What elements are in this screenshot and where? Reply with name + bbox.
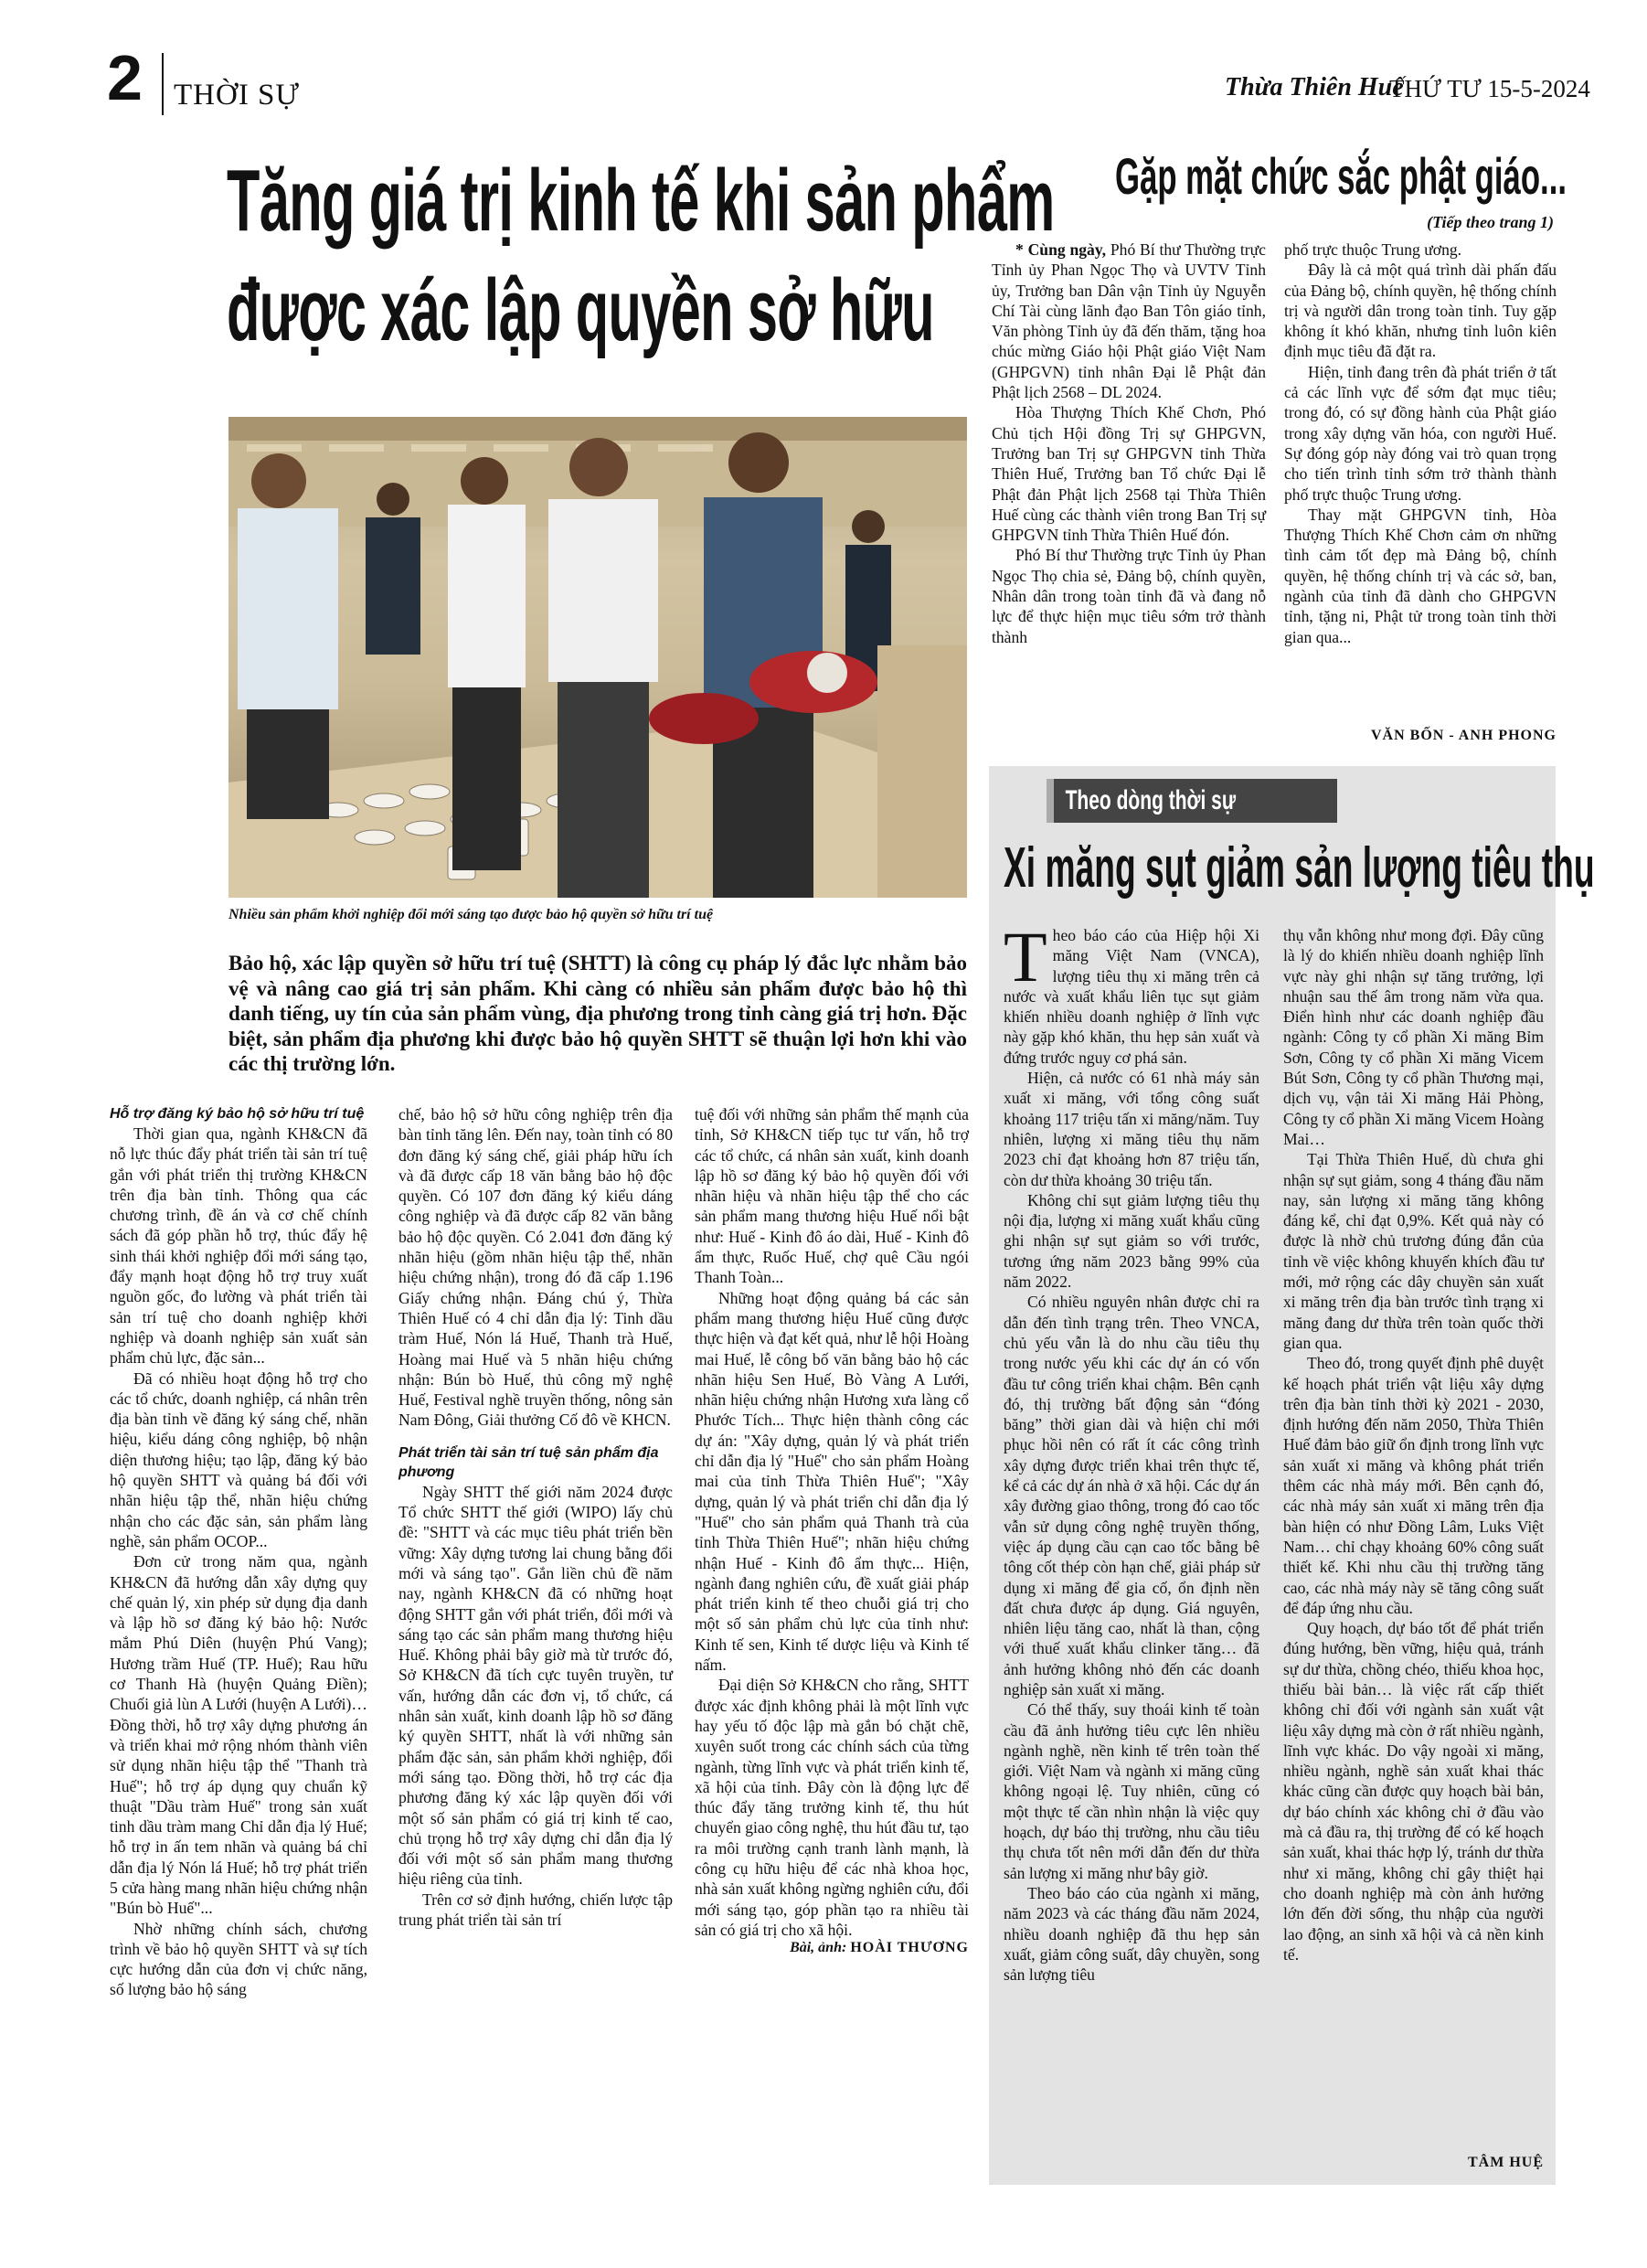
paragraph: Có nhiều nguyên nhân được chỉ ra dẫn đến tình trạng trên. Theo VNCA, chủ yếu vẫn là do nhu cầu tiêu thụ trong nước yếu khi các dự án có vốn đầu tư công triển khai chậm. Bên cạnh đó, thị trường bất động sản “đóng băng” thời gian dài và hiện chỉ mới phục hồi nên có rất ít các công trình xây dựng được triển khai trên thực tế, kể cả các dự án nhà ở xã hội. Các dự án xây đường giao thông, trong đó cao tốc vẫn sử dụng công nghệ truyền thống, việc áp dụng cầu cạn cao tốc bằng bê tông cốt thép còn hạn chế, giải pháp sử dụng xi măng để gia cố, ổn định nền đất chưa được áp dụng. Giá nguyên, nhiên liệu tăng cao, nhất là than, cộng với thuế xuất khẩu clinker tăng… đã ảnh hưởng không nhỏ đến các doanh nghiệp sản xuất xi măng.	[1004, 1293, 1259, 1698]
article-title-line-2: được xác lập quyền sở hữu	[227, 261, 934, 359]
article2-column-1	[992, 240, 1266, 647]
article1-column-1	[110, 1104, 367, 2000]
paragraph-lead-in: * Cùng ngày,	[1015, 240, 1107, 259]
header-divider	[162, 53, 164, 115]
photo-illustration	[228, 417, 967, 898]
article-title-line-1: Tăng giá trị kinh tế khi sản phẩm	[227, 152, 1055, 250]
paragraph: Hòa Thượng Thích Khế Chơn, Phó Chủ tịch Hội đồng Trị sự GHPGVN, Trưởng ban Trị sự GHPGVN tỉnh Thừa Thiên Huế, Trưởng ban Tổ chức Đại lễ Phật đản Phật lịch 2568 tại Thừa Thiên Huế cùng các thành viên trong Ban Trị sự GHPGVN tỉnh Thừa Thiên Huế đón.	[992, 403, 1266, 545]
article3-column-2	[1283, 925, 1544, 1965]
paragraph: Quy hoạch, dự báo tốt để phát triển đúng hướng, bền vững, hiệu quả, tránh sự dư thừa, chồng chéo, thiếu khoa học, thiếu bài bản… là việc rất cấp thiết không chỉ đối với ngành sản xuất vật liệu xây dựng mà còn ở rất nhiều ngành, lĩnh vực khác. Do vậy ngoài xi măng, nhiều ngành, nghề sản xuất khai thác khác cũng cần được quy hoạch bài bản, dự báo chính xác không chỉ ở đầu vào mà cả đầu ra, thị trường để có kế hoạch sản xuất, khai thác hợp lý, tránh dư thừa như xi măng, không chỉ gây thiệt hại cho doanh nghiệp mà còn ảnh hưởng lớn đến đời sống, thu nhập của người lao động, an sinh xã hội và cả nền kinh tế.	[1283, 1619, 1544, 1964]
article3-title	[1004, 836, 1647, 900]
article-title	[227, 146, 1055, 366]
paragraph: phố trực thuộc Trung ương.	[1284, 240, 1462, 259]
paragraph: Đơn cử trong năm qua, ngành KH&CN đã hướng dẫn xây dựng quy chế quản lý, xin phép sử dụng địa danh và lập hồ sơ đăng ký bảo hộ: Nước mắm Phú Diên (huyện Phú Vang); Hương trầm Huế (TP. Huế); Rau hữu cơ Thanh Hà (huyện Quảng Điền); Chuối giả lùn A Lưới (huyện A Lưới)… Đồng thời, hỗ trợ xây dựng phương án và triển khai mở rộng nhóm thành viên sử dụng nhãn hiệu tập thể "Thanh trà Huế"; hỗ trợ áp dụng quy chuẩn kỹ thuật "Dầu tràm Huế" trong sản xuất tinh dầu tràm mang Chỉ dẫn địa lý Huế; hỗ trợ in ấn tem nhãn và quảng bá chỉ dẫn địa lý Nón lá Huế; hỗ trợ phát triển 5 cửa hàng mang nhãn hiệu chứng nhận "Bún bò Huế"...	[110, 1552, 367, 1918]
photo-caption: Nhiều sản phẩm khởi nghiệp đổi mới sáng tạo được bảo hộ quyền sở hữu trí tuệ	[228, 907, 714, 922]
kicker-text: Theo dòng thời sự	[1065, 785, 1237, 815]
subheading: Phát triển tài sản trí tuệ sản phẩm địa phương	[398, 1444, 659, 1480]
paragraph: Nhờ những chính sách, chương trình về bảo hộ quyền SHTT và sự tích cực hướng dẫn của đơn vị chức năng, số lượng bảo hộ sáng	[110, 1919, 367, 1999]
article-photo	[228, 417, 967, 898]
article1-column-3	[695, 1104, 969, 1956]
paragraph: tuệ đối với những sản phẩm thế mạnh của tỉnh, Sở KH&CN tiếp tục tư vấn, hỗ trợ các tổ chức, cá nhân sản xuất, kinh doanh lập hồ sơ đăng ký bảo hộ quyền đối với nhãn hiệu và nhãn hiệu tập thể cho các sản phẩm mang thương hiệu Huế nổi bật như: Huế - Kinh đô áo dài, Huế - Kinh đô ẩm thực, Ruốc Huế, chợ quê Cầu ngói Thanh Toàn...	[695, 1105, 969, 1287]
paper-date: THỨ TƯ 15-5-2024	[1389, 75, 1590, 102]
byline-name: HOÀI THƯƠNG	[850, 1940, 969, 1956]
article1-column-2	[398, 1104, 673, 1930]
paragraph: thụ vẫn không như mong đợi. Đây cũng là lý do khiến nhiều doanh nghiệp lĩnh vực này ghi nhận sự tăng trưởng, lợi nhuận sau thế âm trong năm vừa qua. Điển hình như các doanh nghiệp đầu ngành: Công ty cổ phần Xi măng Bỉm Sơn, Công ty cổ phần Xi măng Vicem Bút Sơn, Công ty cổ phần Thương mại, dịch vụ, vận tải Xi măng Hải Phòng, Công ty cổ phần Xi măng Vicem Hoàng Mai…	[1283, 926, 1544, 1148]
page-number: 2	[107, 42, 143, 113]
article2-title	[1115, 146, 1647, 206]
article3-title-text: Xi măng sụt giảm sản lượng tiêu thụ	[1004, 836, 1595, 900]
paper-name: Thừa Thiên Huế	[1225, 73, 1404, 101]
paragraph: Không chỉ sụt giảm lượng tiêu thụ nội địa, lượng xi măng xuất khẩu cũng ghi nhận sự sụt giảm so với trước, tương ứng năm 2023 bằng 99% của năm 2022.	[1004, 1190, 1259, 1292]
paragraph: Thay mặt GHPGVN tỉnh, Hòa Thượng Thích Khế Chơn cảm ơn những tình cảm tốt đẹp mà Đảng bộ, chính quyền, hệ thống chính trị và các sở, ban, ngành của tỉnh đã dành cho GHPGVN tỉnh, tặng ni, Phật tử trong toàn tỉnh thời gian qua...	[1284, 505, 1557, 646]
paragraph: Đã có nhiều hoạt động hỗ trợ cho các tổ chức, doanh nghiệp, cá nhân trên địa bàn tỉnh về đăng ký sáng chế, nhãn hiệu, kiểu dáng công nghiệp, bộ nhận diện thương hiệu; tạo lập, đăng ký bảo hộ quyền SHTT và quảng bá đối với nhãn hiệu tập thể, nhãn hiệu chứng nhận cho các đặc sản, sản phẩm làng nghề, sản phẩm OCOP...	[110, 1368, 367, 1550]
drop-cap: T	[1004, 917, 1047, 996]
paragraph: Trên cơ sở định hướng, chiến lược tập trung phát triển tài sản trí	[398, 1890, 673, 1929]
article3-byline: TÂM HUỆ	[1468, 2155, 1544, 2170]
paragraph: Phó Bí thư Thường trực Tỉnh ủy Phan Ngọc Thọ chia sẻ, Đảng bộ, chính quyền, Nhân dân trong toàn tỉnh đã và đang nỗ lực để thực hiện mục tiêu sớm trở thành thành	[992, 546, 1266, 646]
paragraph: heo báo cáo của Hiệp hội Xi măng Việt Nam (VNCA), lượng tiêu thụ xi măng trên cả nước và xuất khẩu liên tục sụt giảm khiến nhiều doanh nghiệp ở lĩnh vực này gặp khó khăn, thu hẹp sản xuất và đứng trước nguy cơ phá sản.	[1004, 926, 1259, 1067]
section-name: THỜI SỰ	[174, 79, 301, 112]
article3-column-1	[1004, 917, 1259, 1985]
article2-column-2	[1284, 240, 1557, 647]
subheading: Hỗ trợ đăng ký bảo hộ sở hữu trí tuệ	[110, 1106, 365, 1122]
paragraph: Đây là cả một quá trình dài phấn đấu của Đảng bộ, chính quyền, hệ thống chính trị và người dân trong toàn tỉnh. Tuy gặp không ít khó khăn, nhưng tỉnh luôn kiên định mục tiêu đã đặt ra.	[1284, 261, 1557, 361]
paragraph: Đại diện Sở KH&CN cho rằng, SHTT được xác định không phải là một lĩnh vực hay yếu tố độc lập mà gắn bó chặt chẽ, xuyên suốt trong các chính sách của từng ngành, từng lĩnh vực và phát triển kinh tế, xã hội của tỉnh. Đây còn là động lực để thúc đẩy tăng trưởng kinh tế, thu hút chuyển giao công nghệ, thu hút đầu tư, tạo ra môi trường cạnh tranh lành mạnh, là công cụ hữu hiệu để các nhà khoa học, nhà sản xuất không ngừng nghiên cứu, đổi mới sáng tạo, góp phần tạo ra nhiều tài sản có giá trị cho xã hội.	[695, 1676, 969, 1939]
article-lead: Bảo hộ, xác lập quyền sở hữu trí tuệ (SHTT) là công cụ pháp lý đắc lực nhằm bảo vệ và nâng cao giá trị sản phẩm. Khi càng có nhiều sản phẩm được bảo hộ thì danh tiếng, uy tín của sản phẩm vùng, địa phương trong tỉnh càng giá trị hơn. Đặc biệt, sản phẩm địa phương khi được bảo hộ quyền SHTT sẽ thuận lợi hơn khi vào các thị trường lớn.	[228, 952, 967, 1075]
article1-byline	[695, 1940, 969, 1956]
byline-prefix: Bài, ảnh:	[790, 1940, 851, 1956]
paragraph: Thời gian qua, ngành KH&CN đã nỗ lực thúc đẩy phát triển tài sản trí tuệ gắn với phát triển thị trường KH&CN trên địa bàn tỉnh. Thông qua các chương trình, đề án và cơ chế chính sách đã góp phần hỗ trợ, thúc đẩy hệ sinh thái khởi nghiệp đổi mới sáng tạo, đẩy mạnh hoạt động hỗ trợ truy xuất nguồn gốc, đo lường và phát triển tài sản trí tuệ cho doanh nghiệp khởi nghiệp và doanh nghiệp sản xuất sản phẩm chủ lực, đặc sản...	[110, 1124, 367, 1368]
paragraph: Tại Thừa Thiên Huế, dù chưa ghi nhận sự sụt giảm, song 4 tháng đầu năm nay, sản lượng xi măng tăng không đáng kể, chỉ đạt 0,9%. Kết quả này có được là nhờ chủ trương đúng đắn của tỉnh về việc không khuyến khích đầu tư mới, mở rộng các dây chuyền sản xuất xi măng trên địa bàn trước tình trạng xi măng đang dư thừa trên toàn quốc thời gian qua.	[1283, 1150, 1544, 1352]
article2-byline: VĂN BỐN - ANH PHONG	[1371, 728, 1557, 743]
paragraph: chế, bảo hộ sở hữu công nghiệp trên địa bàn tỉnh tăng lên. Đến nay, toàn tỉnh có 80 đơn đăng ký sáng chế, giải pháp hữu ích và đã được cấp 18 văn bằng bảo hộ độc quyền. Có 107 đơn đăng ký kiểu dáng công nghiệp và đã được cấp 82 văn bằng bảo hộ độc quyền. Có 2.041 đơn đăng ký nhãn hiệu (gồm nhãn hiệu tập thể, nhãn hiệu chứng nhận), trong đó đã cấp 1.196 Giấy chứng nhận. Đáng chú ý, Thừa Thiên Huế có 4 chỉ dẫn địa lý: Tinh dầu tràm Huế, Nón lá Huế, Thanh trà Huế, Hoàng mai Huế và 5 nhãn hiệu chứng nhận: Bún bò Huế, thủ công mỹ nghệ Huế, Festival nghề truyền thống, nông sản Nam Đông, Giải thưởng Cố đô về KHCN.	[398, 1105, 673, 1430]
paragraph: Theo đó, trong quyết định phê duyệt kế hoạch phát triển vật liệu xây dựng trên địa bàn tỉnh thời kỳ 2021 - 2030, định hướng đến năm 2050, Thừa Thiên Huế đảm bảo giữ ổn định trong lĩnh vực sản xuất xi măng và không phát triển thêm các nhà máy mới. Bên cạnh đó, các nhà máy sản xuất xi măng trên địa bàn hiện có như Đồng Lâm, Luks Việt Nam… chỉ chạy khoảng 60% công suất thiết kế. Khi nhu cầu thị trường tăng cao, các nhà máy này sẽ tăng công suất để đáp ứng nhu cầu.	[1283, 1354, 1544, 1617]
paragraph: Hiện, tỉnh đang trên đà phát triển ở tất cả các lĩnh vực để sớm đạt mục tiêu; trong đó, có sự đồng hành của Phật giáo trong xây dựng văn hóa, con người Huế. Sự đóng góp này đóng vai trò quan trọng cho tiến trình tỉnh sớm trở thành thành phố trực thuộc Trung ương.	[1284, 362, 1557, 504]
continued-from: (Tiếp theo trang 1)	[1427, 213, 1554, 231]
article2-title-text: Gặp mặt chức sắc phật giáo...	[1115, 147, 1567, 205]
paragraph: Ngày SHTT thế giới năm 2024 được Tổ chức SHTT thế giới (WIPO) lấy chủ đề: "SHTT và các mục tiêu phát triển bền vững: Xây dựng tương lai chung bằng đổi mới và sáng tạo". Gắn liền chủ đề năm nay, ngành KH&CN đã có những hoạt động SHTT gắn với phát triển, đổi mới và sáng tạo các sản phẩm mang thương hiệu Huế. Không phải bây giờ mà từ trước đó, Sở KH&CN đã tích cực tuyên truyền, tư vấn, hướng dẫn các đơn vị, tổ chức, cá nhân sản xuất, kinh doanh lập hồ sơ đăng ký quyền SHTT, nhất là với những sản phẩm đặc sản, sản phẩm khởi nghiệp, đổi mới sáng tạo. Đồng thời, hỗ trợ các địa phương đăng ký xác lập quyền đối với một số sản phẩm có giá trị kinh tế cao, chủ trọng hỗ trợ xây dựng chỉ dẫn địa lý đối với một số sản phẩm mang thương hiệu riêng của tỉnh.	[398, 1482, 673, 1889]
paragraph: Có thể thấy, suy thoái kinh tế toàn cầu đã ảnh hưởng tiêu cực lên nhiều ngành nghề, nền kinh tế trên toàn thế giới. Việt Nam và ngành xi măng cũng không ngoại lệ. Tuy nhiên, cũng có một thực tế cần nhìn nhận là việc quy hoạch, dự báo thị trường, nhu cầu tiêu thụ chưa tốt nên mới dẫn đến dư thừa sản lượng xi măng như bây giờ.	[1004, 1700, 1259, 1882]
paragraph: Theo báo cáo của ngành xi măng, năm 2023 và các tháng đầu năm 2024, nhiều doanh nghiệp đã thu hẹp sản xuất, giảm công suất, dây chuyền, song sản lượng tiêu	[1004, 1883, 1259, 1985]
paragraph: Những hoạt động quảng bá các sản phẩm mang thương hiệu Huế cũng được thực hiện và đạt kết quả, như lễ hội Hoàng mai Huế, lễ công bố văn bằng bảo hộ các nhãn hiệu Sen Huế, Bò Vàng A Lưới, nhãn hiệu chứng nhận Hương xưa làng cổ Phước Tích... Thực hiện thành công các dự án: "Xây dựng, quản lý và phát triển chỉ dẫn địa lý "Huế" cho sản phẩm Hoàng mai của tỉnh Thừa Thiên Huế"; "Xây dựng, quản lý và phát triển chỉ dẫn địa lý "Huế" cho sản phẩm quả Thanh trà của tỉnh Thừa Thiên Huế"; nhãn hiệu chứng nhận Huế - Kinh đô ẩm thực... Hiện, ngành đang nghiên cứu, đề xuất giải pháp phát triển kinh tế theo chuỗi giá trị cho một số sản phẩm chủ lực của tỉnh như: Kinh tế sen, Kinh tế dược liệu và Kinh tế nấm.	[695, 1288, 969, 1675]
paragraph: Phó Bí thư Thường trực Tỉnh ủy Phan Ngọc Thọ và UVTV Tỉnh ủy, Trưởng ban Dân vận Tỉnh ủy Nguyễn Chí Tài cùng lãnh đạo Ban Tôn giáo tỉnh, Văn phòng Tỉnh ủy đã đến thăm, tặng hoa chúc mừng Giáo hội Phật giáo Việt Nam (GHPGVN) tỉnh nhân Đại lễ Phật đản Phật lịch 2568 – DL 2024.	[992, 240, 1266, 402]
kicker-label	[1047, 779, 1337, 823]
paragraph: Hiện, cả nước có 61 nhà máy sản xuất xi măng, với tổng công suất khoảng 117 triệu tấn xi măng/năm. Tuy nhiên, lượng xi măng tiêu thụ năm 2023 chỉ đạt khoảng hơn 87 triệu tấn, còn dư thừa khoảng 30 triệu tấn.	[1004, 1069, 1259, 1189]
